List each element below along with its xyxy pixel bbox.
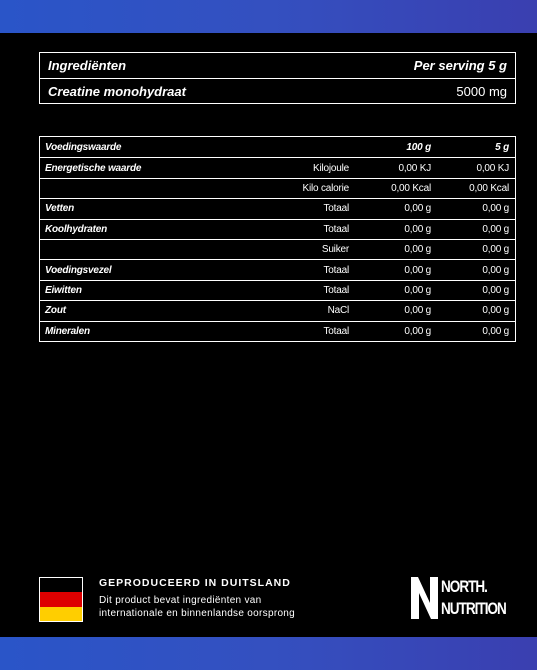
ingredients-table	[39, 52, 516, 104]
nutrient-per-5g: 0,00 g	[482, 244, 509, 256]
nutrition-row	[40, 198, 515, 218]
nutrient-unit: Kilo calorie	[302, 182, 349, 194]
nutrition-header-label: Voedingswaarde	[45, 141, 122, 153]
logo-word-north: NORTH.	[441, 578, 487, 596]
nutrition-row	[40, 157, 515, 177]
nutrient-unit: Totaal	[323, 203, 349, 215]
nutrient-per-5g: 0,00 g	[482, 325, 509, 337]
ingredient-amount: 5000 mg	[456, 83, 507, 99]
ingredients-header-serving: Per serving 5 g	[413, 58, 507, 73]
nutrient-per-5g: 0,00 Kcal	[469, 182, 509, 194]
nutrition-row	[40, 178, 515, 198]
nutrient-per-100g: 0,00 g	[404, 223, 431, 235]
nutrition-row	[40, 239, 515, 259]
nutrient-per-100g: 0,00 g	[404, 284, 431, 296]
nutrient-name: Mineralen	[45, 325, 90, 337]
nutrient-unit: Totaal	[323, 223, 349, 235]
nutrient-unit: Kilojoule	[312, 162, 349, 174]
bottom-color-band	[0, 637, 537, 670]
nutrient-name: Energetische waarde	[45, 162, 142, 174]
nutrition-header-100g: 100 g	[406, 141, 431, 153]
ingredient-row	[40, 78, 515, 103]
nutrient-unit: Totaal	[323, 325, 349, 337]
flag-stripe-black	[40, 578, 82, 592]
ingredients-header-row	[40, 53, 515, 78]
nutrient-per-100g: 0,00 g	[404, 244, 431, 256]
nutrition-row	[40, 280, 515, 300]
origin-statement	[99, 577, 295, 620]
nutrition-row	[40, 321, 515, 341]
flag-stripe-gold	[40, 607, 82, 621]
nutrient-name: Vetten	[45, 203, 74, 215]
nutrient-unit: NaCl	[327, 305, 349, 317]
nutrition-row	[40, 219, 515, 239]
nutrient-per-5g: 0,00 g	[482, 223, 509, 235]
nutrient-per-100g: 0,00 g	[404, 325, 431, 337]
origin-line-2: internationale en binnenlandse oorsprong	[99, 608, 296, 619]
north-nutrition-logo	[409, 575, 513, 621]
flag-stripe-red	[40, 592, 82, 606]
nutrient-per-100g: 0,00 KJ	[398, 162, 431, 174]
nutrient-name: Koolhydraten	[45, 223, 108, 235]
logo-word-nutrition: NUTRITION	[441, 600, 506, 618]
nutrient-name: Voedingsvezel	[45, 264, 112, 276]
nutrition-header-row	[40, 137, 515, 157]
nutrient-name: Eiwitten	[45, 284, 82, 296]
nutrition-row	[40, 300, 515, 320]
nutrient-per-5g: 0,00 KJ	[476, 162, 509, 174]
ingredient-name: Creatine monohydraat	[48, 83, 186, 99]
top-color-band	[0, 0, 537, 33]
nutrient-unit: Suiker	[321, 244, 349, 256]
ingredients-header-label: Ingrediënten	[48, 58, 127, 73]
german-flag-icon	[39, 577, 83, 622]
nutrient-unit: Totaal	[323, 284, 349, 296]
nutrient-name: Zout	[45, 305, 66, 317]
nutrition-header-5g: 5 g	[495, 141, 509, 153]
nutrition-table	[39, 136, 516, 342]
nutrient-per-5g: 0,00 g	[482, 203, 509, 215]
nutrition-row	[40, 259, 515, 279]
nutrient-per-100g: 0,00 g	[404, 305, 431, 317]
logo-n-mark-icon	[409, 575, 443, 621]
nutrient-per-100g: 0,00 g	[404, 203, 431, 215]
nutrient-per-5g: 0,00 g	[482, 284, 509, 296]
origin-line-1: Dit product bevat ingrediënten van	[99, 595, 262, 606]
nutrient-per-5g: 0,00 g	[482, 305, 509, 317]
origin-title: GEPRODUCEERD IN DUITSLAND	[99, 577, 291, 589]
nutrient-per-100g: 0,00 g	[404, 264, 431, 276]
nutrient-per-5g: 0,00 g	[482, 264, 509, 276]
nutrient-per-100g: 0,00 Kcal	[391, 182, 431, 194]
nutrient-unit: Totaal	[323, 264, 349, 276]
